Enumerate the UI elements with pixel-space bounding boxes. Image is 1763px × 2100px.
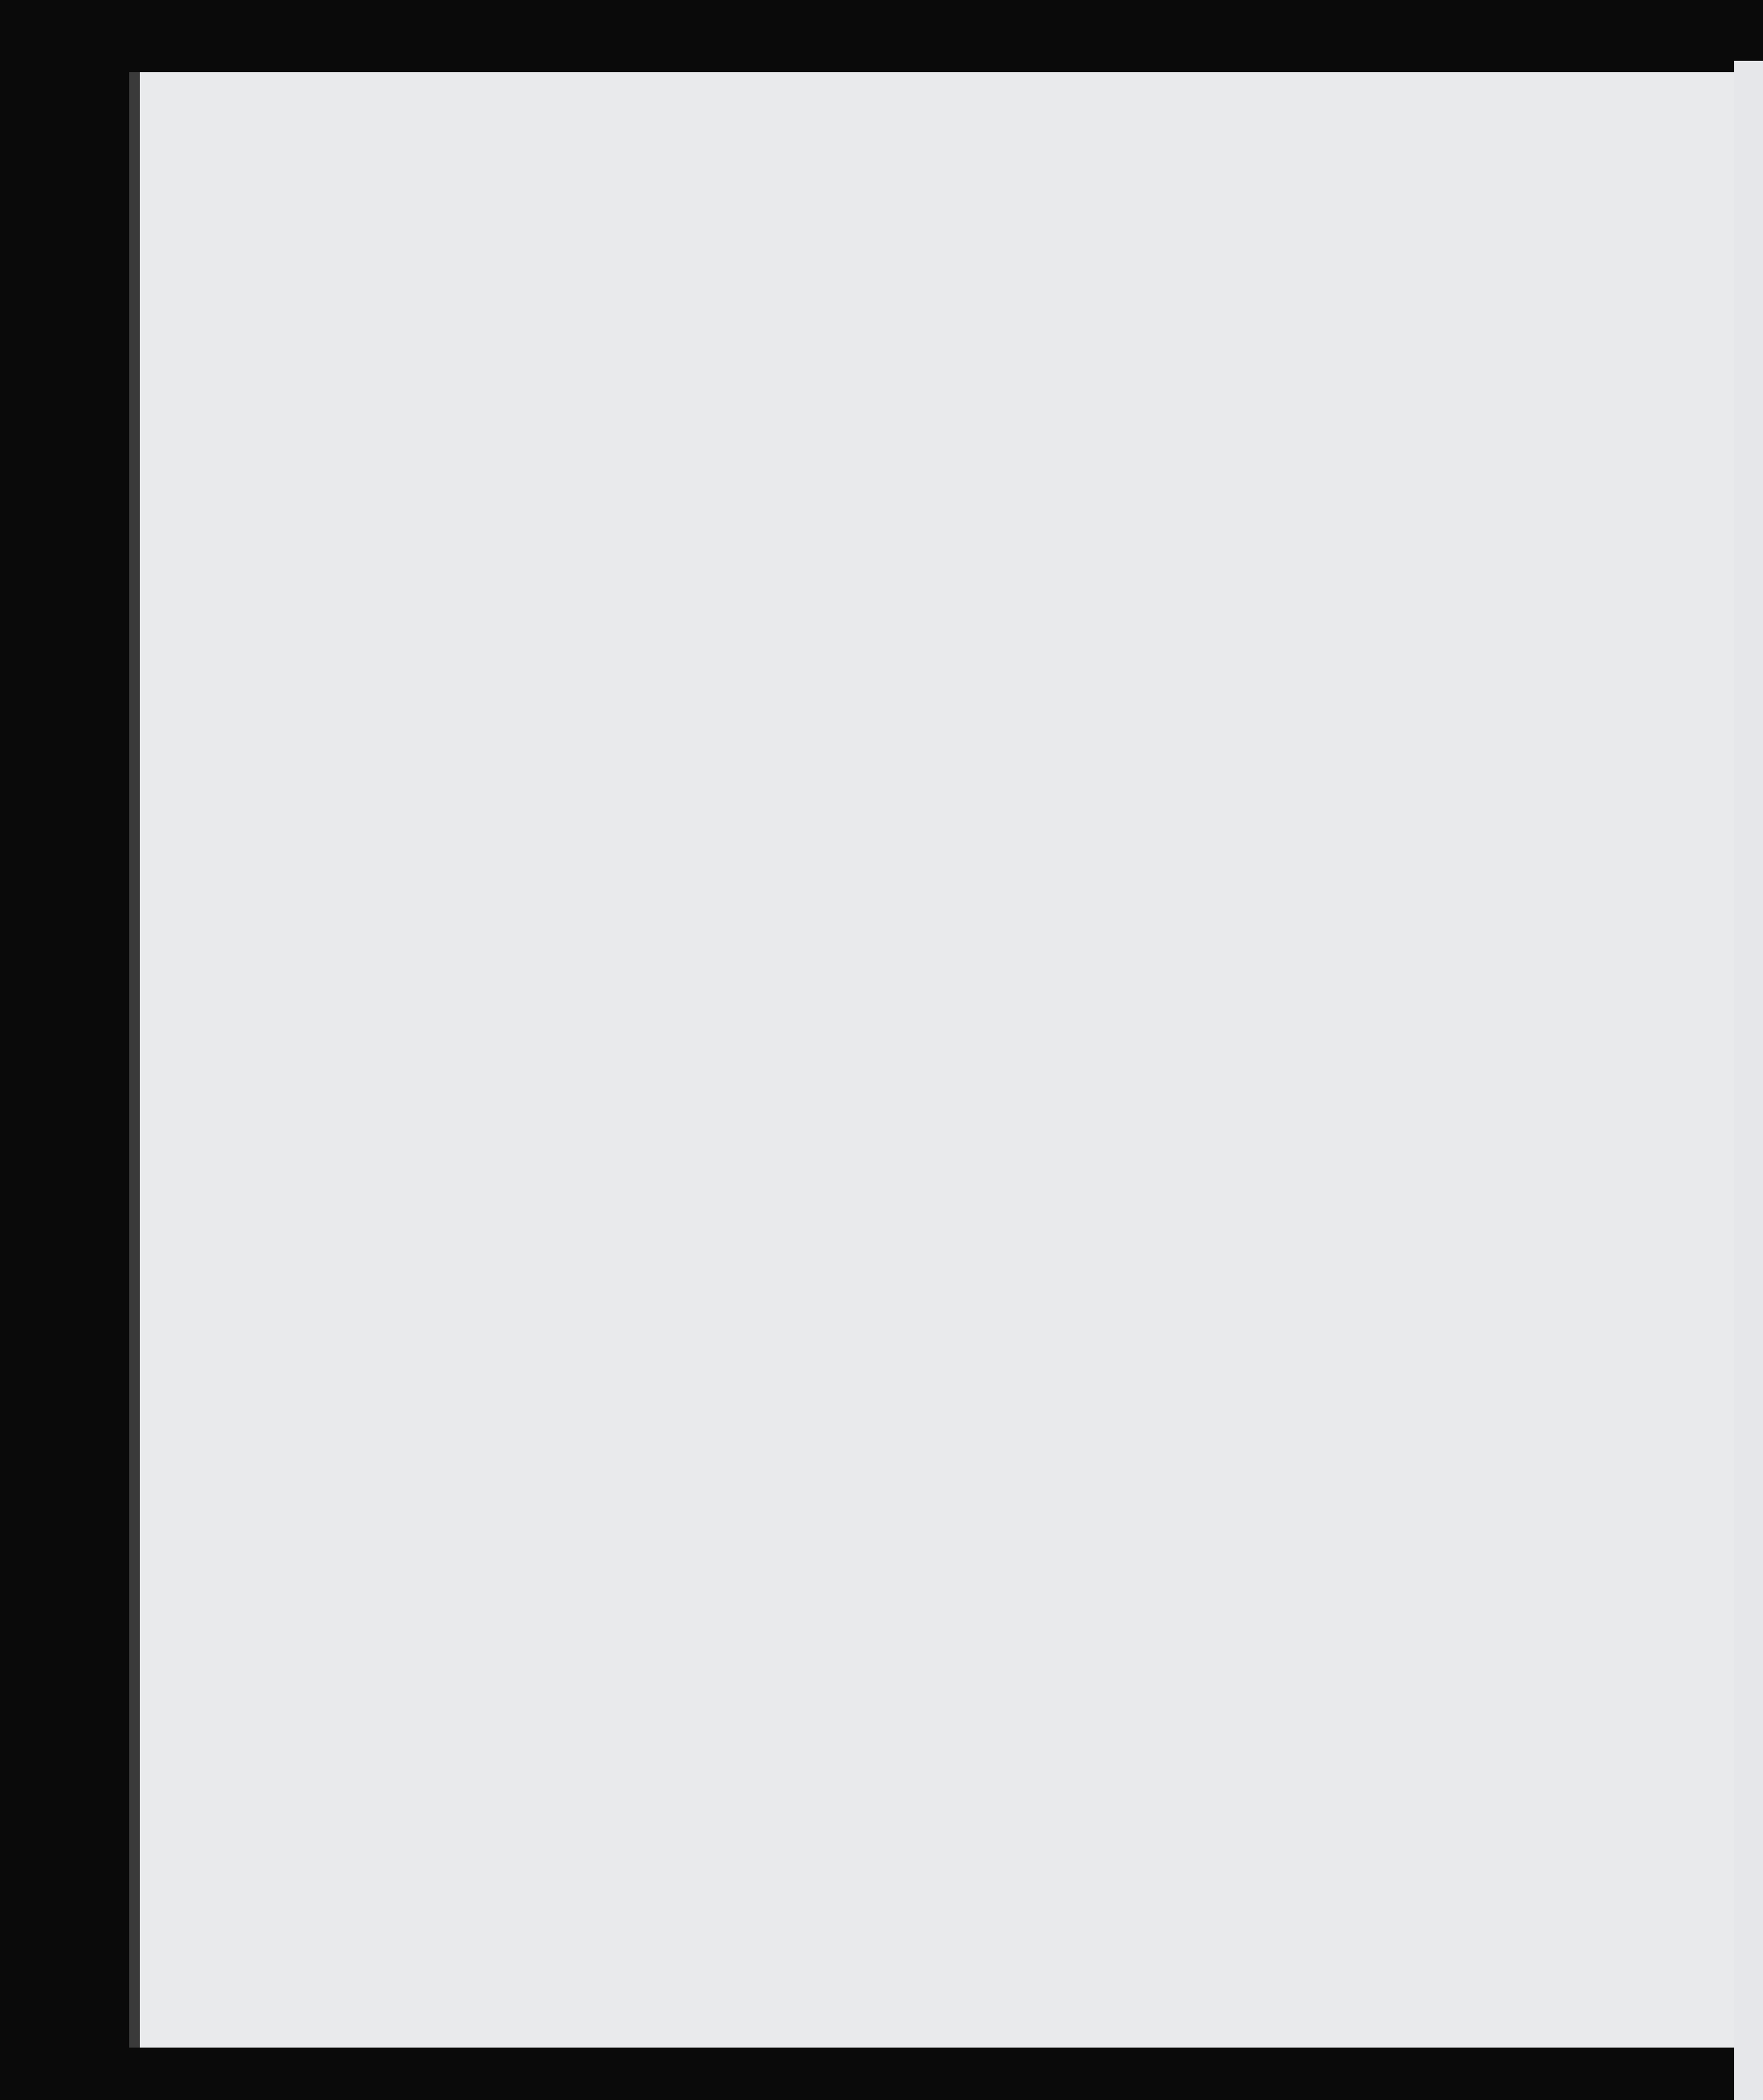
adjacent-page-edge <box>1734 61 1763 2100</box>
verse-line <box>342 1669 374 1706</box>
verse-line <box>342 1632 374 1669</box>
staff-system-6 <box>319 1447 1558 1569</box>
verse-line <box>342 1855 374 1893</box>
staff-system-5 <box>319 1246 1558 1368</box>
verse-line <box>342 1706 374 1744</box>
verse-line <box>954 1753 986 1790</box>
staff-system-3 <box>319 792 1558 913</box>
verse-line <box>954 1864 986 1902</box>
verse-4 <box>923 1641 986 1678</box>
verse-line <box>954 1790 986 1827</box>
verse-line <box>342 1893 374 1930</box>
verse-3 <box>312 1632 374 1669</box>
verse-line <box>954 1716 986 1753</box>
staff-system-1 <box>319 346 1558 467</box>
verse-line <box>954 1827 986 1864</box>
staff-system-2 <box>319 558 1558 680</box>
verse-line <box>342 1818 374 1855</box>
verse-line <box>954 1678 986 1716</box>
verse-line <box>954 1641 986 1678</box>
verse-line <box>342 1781 374 1818</box>
verse-line <box>342 1744 374 1781</box>
staff-system-4 <box>319 1018 1558 1140</box>
verse-line <box>954 1902 986 1939</box>
